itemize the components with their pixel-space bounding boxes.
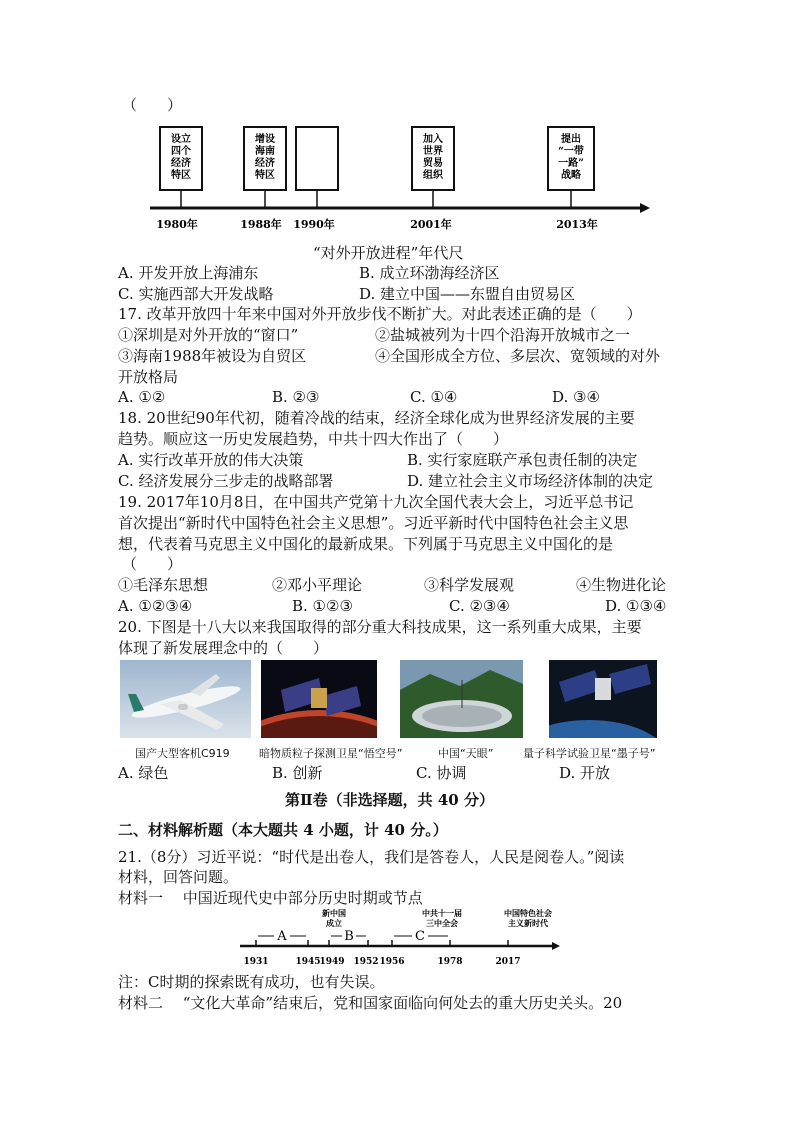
segment-c: C <box>415 929 425 944</box>
image-caption: 国产大型客机C919 <box>135 747 230 760</box>
node-label-2-line-1: 中共十一届 <box>422 908 462 918</box>
image-caption: 暗物质粒子探测卫星“悟空号” <box>259 747 403 760</box>
box-4-line-4: 组织 <box>423 170 443 181</box>
statement-3: ③海南1988年被设为自贸区 <box>118 347 307 365</box>
year-label: 1988年 <box>240 218 282 231</box>
box-5-line-4: 战略 <box>561 170 581 181</box>
year-label: 1980年 <box>156 218 198 231</box>
node-label-2-line-2: 三中全会 <box>426 918 458 928</box>
segment-b: B <box>344 929 354 944</box>
box-5-line-1: 提出 <box>561 134 581 145</box>
option-b[interactable]: B. 创新 <box>272 764 323 782</box>
year-tick: 1949 <box>319 957 345 967</box>
box-1-line-4: 特区 <box>171 170 191 181</box>
option-a[interactable]: A. ①②③④ <box>118 597 193 615</box>
option-b[interactable]: B. ②③ <box>272 388 320 406</box>
option-d[interactable]: D. 开放 <box>559 764 611 782</box>
material-1-title: 材料一 中国近现代史中部分历史时期或节点 <box>118 889 423 907</box>
modern-history-timeline <box>236 906 566 970</box>
timeline-box-2 <box>244 127 286 208</box>
node-label-3-line-2: 主义新时代 <box>508 918 548 928</box>
question-17-stem: 17. 改革开放四十年来中国对外开放步伐不断扩大。对此表述正确的是（ ） <box>118 305 642 323</box>
question-18-stem-1: 18. 20世纪90年代初，随着冷战的结束，经济全球化成为世界经济发展的主要 <box>118 409 635 427</box>
option-c[interactable]: C. 协调 <box>416 764 467 782</box>
mozi-satellite-image <box>549 660 657 738</box>
box-5-line-3: 一路” <box>558 158 584 169</box>
option-c[interactable]: C. ②③④ <box>449 597 510 615</box>
box-4-line-1: 加入 <box>423 134 443 145</box>
timeline-box-4 <box>412 127 454 208</box>
question-19-paren: （ ） <box>122 555 183 573</box>
question-21-stem-1: 21.（8分）习近平说：“时代是出卷人，我们是答卷人，人民是阅卷人。”阅读 <box>118 848 625 866</box>
fast-telescope-image <box>400 660 523 738</box>
item-2: ②邓小平理论 <box>272 576 363 594</box>
box-4-line-3: 贸易 <box>423 158 443 169</box>
option-c[interactable]: C. 经济发展分三步走的战略部署 <box>118 472 334 490</box>
box-1-line-2: 四个 <box>171 146 191 157</box>
section-title: 第Ⅱ卷（非选择题，共 40 分） <box>285 791 494 809</box>
part-heading: 二、材料解析题（本大题共 4 小题，计 40 分。） <box>118 821 448 839</box>
timeline-caption: “对外开放进程”年代尺 <box>313 244 464 262</box>
year-tick: 1978 <box>437 957 463 967</box>
box-2-line-4: 特区 <box>255 170 275 181</box>
question-19-stem-2: 首次提出“新时代中国特色社会主义思想”。习近平新时代中国特色社会主义思 <box>118 514 629 532</box>
image-caption: 中国“天眼” <box>438 747 494 760</box>
timeline-box-1 <box>160 127 202 208</box>
item-3: ③科学发展观 <box>424 576 515 594</box>
option-b[interactable]: B. 实行家庭联产承包责任制的决定 <box>407 451 638 469</box>
statement-4-cont: 开放格局 <box>118 368 179 386</box>
option-d[interactable]: D. ①③④ <box>605 597 667 615</box>
year-tick: 2017 <box>495 957 521 967</box>
option-b[interactable]: B. ①②③ <box>292 597 353 615</box>
year-label: 2001年 <box>410 218 452 231</box>
question-19-stem-1: 19. 2017年10月8日，在中国共产党第十九次全国代表大会上，习近平总书记 <box>118 493 634 511</box>
box-2-line-1: 增设 <box>255 134 275 145</box>
question-18-stem-2: 趋势。顺应这一历史发展趋势，中共十四大作出了（ ） <box>118 430 509 448</box>
option-d[interactable]: D. 建立社会主义市场经济体制的决定 <box>407 472 654 490</box>
option-d[interactable]: D. ③④ <box>552 388 600 406</box>
option-a[interactable]: A. 实行改革开放的伟大决策 <box>118 451 304 469</box>
year-tick: 1945 <box>295 957 321 967</box>
question-21-stem-2: 材料，回答问题。 <box>118 868 239 886</box>
box-1-line-1: 设立 <box>171 134 191 145</box>
box-2-line-3: 经济 <box>255 158 275 169</box>
question-20-stem-2: 体现了新发展理念中的（ ） <box>118 639 329 657</box>
question-19-stem-3: 想，代表着马克思主义中国化的最新成果。下列属于马克思主义中国化的是 <box>118 535 614 553</box>
timeline-box-3-blank <box>296 127 338 208</box>
option-b[interactable]: B. 成立环渤海经济区 <box>359 264 500 282</box>
option-c[interactable]: C. ①④ <box>410 388 458 406</box>
year-label: 2013年 <box>556 218 598 231</box>
opening-up-timeline <box>140 120 660 240</box>
material-2-text: 材料二 “文化大革命”结束后，党和国家面临向何处去的重大历史关头。20 <box>118 994 623 1012</box>
segment-a: A <box>277 929 287 944</box>
year-label: 1990年 <box>293 218 335 231</box>
option-a[interactable]: A. 绿色 <box>118 764 169 782</box>
statement-4: ④全国形成全方位、多层次、宽领域的对外 <box>375 347 661 365</box>
year-tick: 1956 <box>379 957 405 967</box>
box-2-line-2: 海南 <box>255 146 275 157</box>
box-4-line-2: 世界 <box>423 146 443 157</box>
question-16-paren: （ ） <box>122 96 183 114</box>
node-label-3-line-1: 中国特色社会 <box>504 908 552 918</box>
option-a[interactable]: A. 开发开放上海浦东 <box>118 264 259 282</box>
year-tick: 1931 <box>243 957 269 967</box>
statement-1: ①深圳是对外开放的“窗口” <box>118 326 299 344</box>
year-tick: 1952 <box>353 957 379 967</box>
item-1: ①毛泽东思想 <box>118 576 209 594</box>
image-caption: 量子科学试验卫星“墨子号” <box>523 747 656 760</box>
option-c[interactable]: C. 实施西部大开发战略 <box>118 285 274 303</box>
option-a[interactable]: A. ①② <box>118 388 166 406</box>
question-20-stem-1: 20. 下图是十八大以来我国取得的部分重大科技成果，这一系列重大成果，主要 <box>118 618 642 636</box>
c919-airplane-image <box>120 660 251 738</box>
timeline-box-5 <box>548 127 594 208</box>
item-4: ④生物进化论 <box>576 576 667 594</box>
statement-2: ②盐城被列为十四个沿海开放城市之一 <box>375 326 631 344</box>
node-label-1-line-1: 新中国 <box>322 908 346 918</box>
wukong-satellite-image <box>261 660 377 738</box>
box-5-line-2: “一带 <box>558 146 584 157</box>
node-label-1-line-2: 成立 <box>326 918 342 928</box>
box-1-line-3: 经济 <box>171 158 191 169</box>
note: 注：C时期的探索既有成功，也有失误。 <box>118 973 385 991</box>
option-d[interactable]: D. 建立中国——东盟自由贸易区 <box>359 285 576 303</box>
